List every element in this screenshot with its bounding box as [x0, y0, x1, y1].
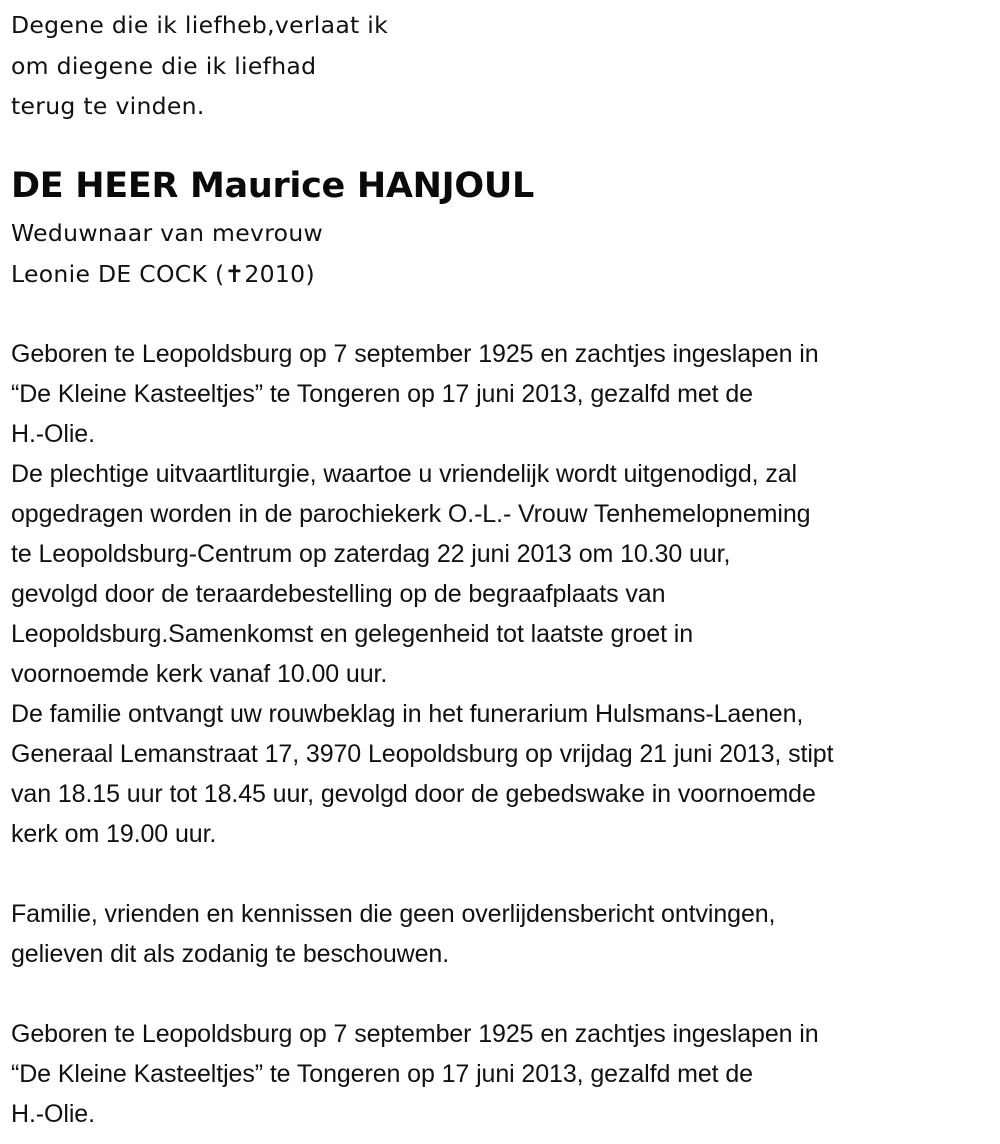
text-line: De plechtige uitvaartliturgie, waartoe u vriendelijk wordt uitgenodigd, zal: [11, 460, 797, 488]
text-line: gevolgd door de teraardebestelling op de begraafplaats van: [11, 580, 666, 608]
text-line: voornoemde kerk vanaf 10.00 uur.: [11, 660, 388, 688]
poem-line: terug te vinden.: [11, 92, 205, 120]
spouse-line: Leonie DE COCK (✝2010): [11, 260, 315, 288]
text-line: Geboren te Leopoldsburg op 7 september 1925 en zachtjes ingeslapen in: [11, 1020, 819, 1048]
text-line: H.-Olie.: [11, 1100, 95, 1128]
spouse-line: Weduwnaar van mevrouw: [11, 219, 324, 247]
text-line: Leopoldsburg.Samenkomst en gelegenheid tot laatste groet in: [11, 620, 694, 648]
text-line: van 18.15 uur tot 18.45 uur, gevolgd door de gebedswake in voornoemde: [11, 780, 816, 808]
text-line: kerk om 19.00 uur.: [11, 820, 217, 848]
text-line: Generaal Lemanstraat 17, 3970 Leopoldsburg op vrijdag 21 juni 2013, stipt: [11, 740, 834, 768]
text-line: De familie ontvangt uw rouwbeklag in het funerarium Hulsmans-Laenen,: [11, 700, 804, 728]
text-line: “De Kleine Kasteeltjes” te Tongeren op 17 juni 2013, gezalfd met de: [11, 1060, 753, 1088]
text-line: Geboren te Leopoldsburg op 7 september 1925 en zachtjes ingeslapen in: [11, 340, 819, 368]
text-line: H.-Olie.: [11, 420, 95, 448]
text-line: opgedragen worden in de parochiekerk O.-L.- Vrouw Tenhemelopneming: [11, 500, 811, 528]
text-line: Familie, vrienden en kennissen die geen overlijdensbericht ontvingen,: [11, 900, 776, 928]
deceased-name-heading: DE HEER Maurice HANJOUL: [11, 166, 534, 206]
text-line: te Leopoldsburg-Centrum op zaterdag 22 juni 2013 om 10.30 uur,: [11, 540, 731, 568]
poem-line: Degene die ik liefheb,verlaat ik: [11, 11, 389, 39]
text-line: gelieven dit als zodanig te beschouwen.: [11, 940, 450, 968]
text-line: “De Kleine Kasteeltjes” te Tongeren op 17 juni 2013, gezalfd met de: [11, 380, 753, 408]
poem-line: om diegene die ik liefhad: [11, 52, 317, 80]
